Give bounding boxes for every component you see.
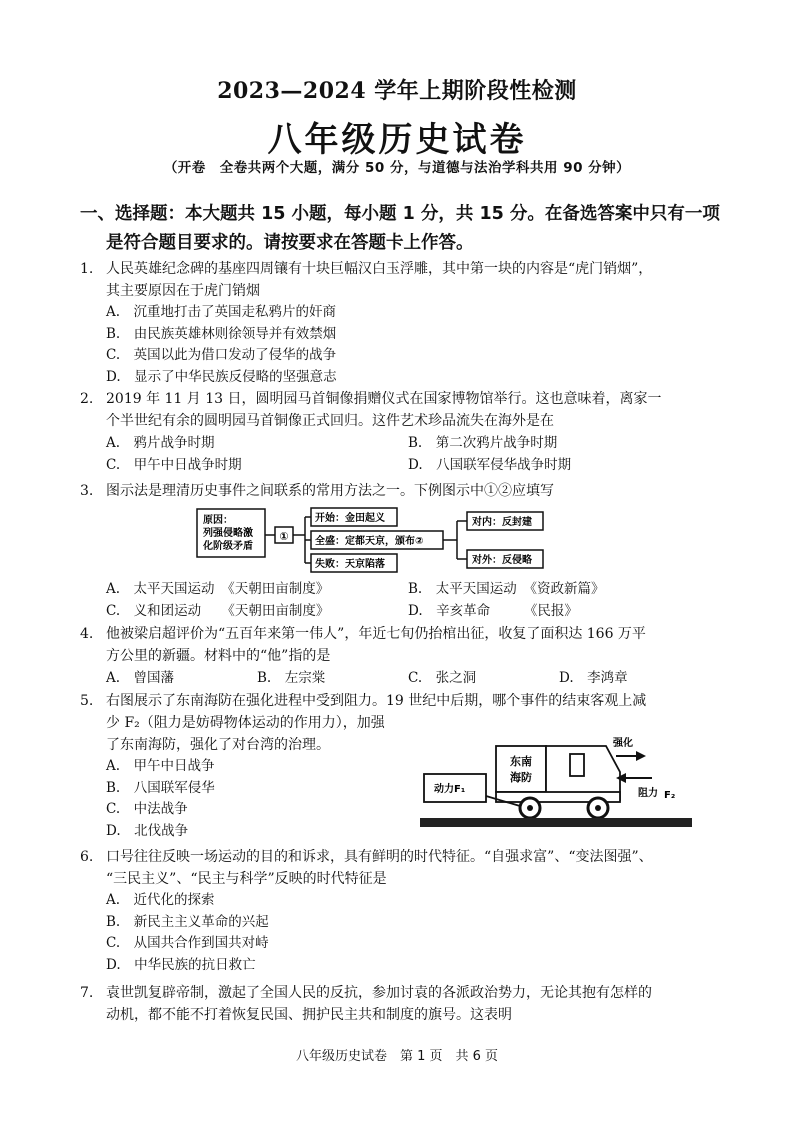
question-number: 2. <box>80 391 94 407</box>
strengthen-label: 强化 <box>613 738 633 749</box>
option-d[interactable]: D. 八国联军侵华战争时期 <box>408 457 572 473</box>
option-c[interactable]: C. 张之洞 <box>408 670 477 686</box>
question-number: 7. <box>80 985 94 1001</box>
outer-text: 对外：反侵略 <box>472 555 532 566</box>
option-c[interactable]: C. 英国以此为借口发动了侵华的战争 <box>106 347 337 363</box>
cause-text-1: 列强侵略激 <box>203 528 253 539</box>
options-row <box>106 432 710 454</box>
section-line-1: 一、选择题：本大题共 15 小题，每小题 1 分，共 15 分。在备选答案中只有一项 <box>80 204 720 224</box>
option-a[interactable]: A. 太平天国运动 《天朝田亩制度》 <box>106 581 330 597</box>
exam-note: （开卷 全卷共两个大题，满分 50 分，与道德与法治学科共用 90 分钟） <box>163 160 631 176</box>
cargo-label-2: 海防 <box>510 771 532 784</box>
option-a[interactable]: A. 甲午中日战争 <box>106 758 215 774</box>
options-row <box>106 578 710 600</box>
question-3 <box>80 480 710 502</box>
cause-text-2: 化阶级矛盾 <box>203 541 253 552</box>
force-2-label: F₂ <box>664 790 676 801</box>
question-7 <box>80 982 710 1026</box>
option-d[interactable]: D. 辛亥革命 《民报》 <box>408 603 578 619</box>
truck-hub <box>527 805 533 811</box>
page-footer: 八年级历史试卷 第 1 页 共 6 页 <box>295 1049 499 1064</box>
question-stem: 口号往往反映一场运动的目的和诉求，具有鲜明的时代特征。“自强求富”、“变法图强”、 <box>106 849 653 865</box>
truck-cargo <box>496 746 546 792</box>
question-stem: 了东南海防，强化了对台湾的治理。 <box>106 737 330 753</box>
option-b[interactable]: B. 太平天国运动 《资政新篇》 <box>408 581 605 597</box>
option-c[interactable]: C. 中法战争 <box>106 801 188 817</box>
question-4 <box>80 623 710 689</box>
truck-hub <box>595 805 601 811</box>
question-1 <box>80 258 710 388</box>
cargo-label-1: 东南 <box>510 755 532 768</box>
question-stem: 袁世凯复辟帝制，激起了全国人民的反抗，参加讨袁的各派政治势力，无论其抱有怎样的 <box>106 985 652 1001</box>
option-a[interactable]: A. 近代化的探索 <box>106 892 215 908</box>
section-heading <box>80 200 720 258</box>
question-2 <box>80 388 710 476</box>
question-number: 3. <box>80 483 94 499</box>
resist-label: 阻力 <box>638 788 658 799</box>
taiping-diagram <box>195 505 555 577</box>
option-b[interactable]: B. 由民族英雄林则徐领导并有效禁烟 <box>106 325 337 342</box>
options-row <box>106 454 710 476</box>
peak-text: 全盛：定都天京，颁布② <box>315 536 424 547</box>
section-line-2: 是符合题目要求的。请按要求在答题卡上作答。 <box>106 233 474 253</box>
question-stem: 方公里的新疆。材料中的“他”指的是 <box>106 648 331 664</box>
option-b[interactable]: B. 第二次鸦片战争时期 <box>408 435 558 451</box>
option-d[interactable]: D. 北伐战争 <box>106 822 189 839</box>
subject-title: 八年级历史试卷 <box>267 120 527 160</box>
question-stem: 右图展示了东南海防在强化进程中受到阻力。19 世纪中后期，哪个事件的结束客观上减 <box>106 693 647 709</box>
question-stem: 图示法是理清历史事件之间联系的常用方法之一。下例图示中①②应填写 <box>106 483 554 499</box>
blank-1: ① <box>279 530 289 543</box>
options-row <box>106 600 710 622</box>
option-c[interactable]: C. 义和团运动 《天朝田亩制度》 <box>106 603 330 619</box>
option-c[interactable]: C. 甲午中日战争时期 <box>106 457 242 473</box>
option-d[interactable]: D. 显示了中华民族反侵略的坚强意志 <box>106 368 337 385</box>
option-a[interactable]: A. 鸦片战争时期 <box>106 435 215 451</box>
option-b[interactable]: B. 八国联军侵华 <box>106 779 215 796</box>
question-number: 4. <box>80 626 94 642</box>
option-a[interactable]: A. 曾国藩 <box>106 670 175 686</box>
question-stem: 人民英雄纪念碑的基座四周镶有十块巨幅汉白玉浮雕，其中第一块的内容是“虎门销烟”， <box>106 261 653 277</box>
coastal-defense-diagram <box>420 732 692 834</box>
option-b[interactable]: B. 新民主主义革命的兴起 <box>106 913 269 930</box>
question-stem: 其主要原因在于虎门销烟 <box>106 283 260 299</box>
question-number: 5. <box>80 693 94 709</box>
question-3-options <box>80 578 710 622</box>
inner-text: 对内：反封建 <box>472 517 532 528</box>
question-number: 6. <box>80 849 94 865</box>
question-stem: “三民主义”、“民主与科学”反映的时代特征是 <box>106 871 387 887</box>
question-stem: 他被梁启超评价为“五百年来第一伟人”，年近七旬仍抬棺出征，收复了面积达 166 万平 <box>106 626 646 642</box>
force-1-label: 动力F₁ <box>434 784 466 795</box>
exam-title: 2023—2024 学年上期阶段性检测 <box>217 78 577 104</box>
truck-window <box>570 754 584 776</box>
cause-label: 原因： <box>203 515 233 526</box>
option-a[interactable]: A. 沉重地打击了英国走私鸦片的奸商 <box>106 304 337 320</box>
question-number: 1. <box>80 261 94 277</box>
option-b[interactable]: B. 左宗棠 <box>257 670 326 686</box>
question-stem: 动机，都不能不打着恢复民国、拥护民主共和制度的旗号。这表明 <box>106 1007 512 1023</box>
question-6 <box>80 846 710 976</box>
option-c[interactable]: C. 从国共合作到国共对峙 <box>106 935 269 951</box>
question-stem: 个半世纪有余的圆明园马首铜像正式回归。这件艺术珍品流失在海外是在 <box>106 413 554 429</box>
question-stem: 2019 年 11 月 13 日，圆明园马首铜像捐赠仪式在国家博物馆举行。这也意味着，离家一 <box>106 391 662 407</box>
strengthen-arrow-head <box>636 751 646 761</box>
options-row <box>106 667 710 689</box>
question-stem: 少 F₂（阻力是妨碍物体运动的作用力），加强 <box>106 715 385 731</box>
option-d[interactable]: D. 中华民族的抗日救亡 <box>106 956 256 973</box>
fail-text: 失败：天京陷落 <box>315 559 385 570</box>
ground <box>420 818 692 827</box>
option-d[interactable]: D. 李鸿章 <box>559 670 628 686</box>
start-text: 开始：金田起义 <box>315 513 385 524</box>
